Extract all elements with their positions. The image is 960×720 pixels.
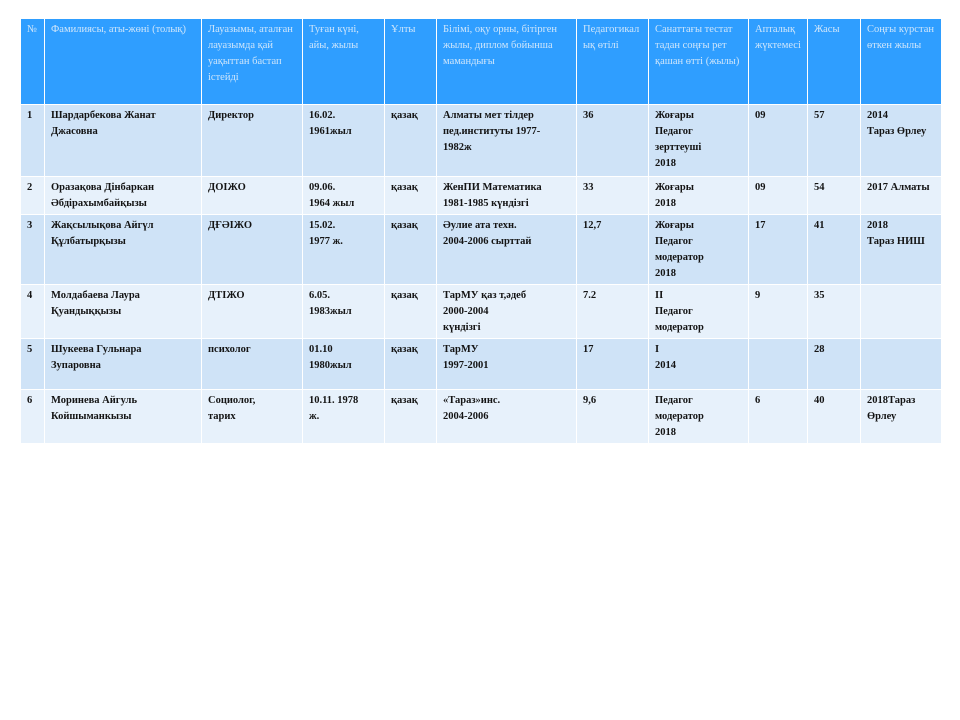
cell-position: психолог bbox=[202, 339, 303, 390]
cell-nationality: қазақ bbox=[385, 285, 437, 339]
cell-load: 09 bbox=[749, 177, 808, 215]
cell-course: 2017 Алматы bbox=[861, 177, 942, 215]
header-row bbox=[21, 19, 942, 105]
cell-name: Молдабаева Лаура Қуандыққызы bbox=[45, 285, 202, 339]
cell-experience: 36 bbox=[577, 105, 649, 177]
cell-birth: 6.05. 1983жыл bbox=[303, 285, 385, 339]
cell-name: Шардарбекова Жанат Джасовна bbox=[45, 105, 202, 177]
cell-birth: 16.02. 1961жыл bbox=[303, 105, 385, 177]
cell-name: Шукеева Гульнара Зупаровна bbox=[45, 339, 202, 390]
staff-table bbox=[20, 18, 942, 444]
header-cell-load: Апталық жүктемесі bbox=[749, 19, 808, 105]
cell-course: 2014 Тараз Өрлеу bbox=[861, 105, 942, 177]
cell-category: Педагог модератор 2018 bbox=[649, 390, 749, 444]
cell-no: 4 bbox=[21, 285, 45, 339]
cell-birth: 09.06. 1964 жыл bbox=[303, 177, 385, 215]
cell-education: ТарМУ қаз т,әдеб 2000-2004 күндізгі bbox=[437, 285, 577, 339]
cell-education: ЖенПИ Математика 1981-1985 күндізгі bbox=[437, 177, 577, 215]
cell-nationality: қазақ bbox=[385, 177, 437, 215]
cell-nationality: қазақ bbox=[385, 390, 437, 444]
cell-category: Жоғары Педагог модератор 2018 bbox=[649, 215, 749, 285]
cell-education: ТарМУ 1997-2001 bbox=[437, 339, 577, 390]
cell-category: Жоғары 2018 bbox=[649, 177, 749, 215]
cell-course bbox=[861, 285, 942, 339]
cell-load: 9 bbox=[749, 285, 808, 339]
cell-no: 6 bbox=[21, 390, 45, 444]
cell-birth: 10.11. 1978 ж. bbox=[303, 390, 385, 444]
cell-no: 1 bbox=[21, 105, 45, 177]
cell-experience: 12,7 bbox=[577, 215, 649, 285]
cell-education: «Тараз»инс. 2004-2006 bbox=[437, 390, 577, 444]
cell-no: 2 bbox=[21, 177, 45, 215]
header-cell-education: Білімі, оқу орны, бітірген жылы, диплом бойынша мамандығы bbox=[437, 19, 577, 105]
cell-education: Әулие ата техн. 2004-2006 сырттай bbox=[437, 215, 577, 285]
cell-load bbox=[749, 339, 808, 390]
cell-name: Моринева Айгуль Койшыманкызы bbox=[45, 390, 202, 444]
cell-age: 40 bbox=[808, 390, 861, 444]
cell-category: ІІ Педагог модератор bbox=[649, 285, 749, 339]
cell-name: Жақсылықова Айгүл Құлбатырқызы bbox=[45, 215, 202, 285]
cell-no: 3 bbox=[21, 215, 45, 285]
header-cell-category: Санаттағы тестат тадан соңғы рет қашан өтті (жылы) bbox=[649, 19, 749, 105]
table-body bbox=[21, 105, 942, 444]
header-cell-name: Фамилиясы, аты-жөні (толық) bbox=[45, 19, 202, 105]
cell-position: ДТІЖО bbox=[202, 285, 303, 339]
cell-experience: 7.2 bbox=[577, 285, 649, 339]
cell-age: 35 bbox=[808, 285, 861, 339]
header-cell-course: Соңғы курстан өткен жылы bbox=[861, 19, 942, 105]
header-cell-no: № bbox=[21, 19, 45, 105]
cell-category: І 2014 bbox=[649, 339, 749, 390]
table-row bbox=[21, 177, 942, 215]
cell-course: 2018 Тараз НИШ bbox=[861, 215, 942, 285]
table-row bbox=[21, 285, 942, 339]
header-cell-experience: Педагогикалық өтілі bbox=[577, 19, 649, 105]
cell-nationality: қазақ bbox=[385, 105, 437, 177]
cell-nationality: қазақ bbox=[385, 215, 437, 285]
table-row bbox=[21, 390, 942, 444]
table-row bbox=[21, 105, 942, 177]
cell-nationality: қазақ bbox=[385, 339, 437, 390]
cell-course: 2018Тараз Өрлеу bbox=[861, 390, 942, 444]
cell-load: 17 bbox=[749, 215, 808, 285]
cell-education: Алматы мет тілдер пед.институты 1977- 1982ж bbox=[437, 105, 577, 177]
cell-age: 41 bbox=[808, 215, 861, 285]
cell-name: Оразақова Дінбаркан Әбдірахымбайқызы bbox=[45, 177, 202, 215]
cell-load: 09 bbox=[749, 105, 808, 177]
header-cell-position: Лауазымы, аталған лауазымда қай уақыттан бастап істейді bbox=[202, 19, 303, 105]
cell-position: Социолог, тарих bbox=[202, 390, 303, 444]
cell-no: 5 bbox=[21, 339, 45, 390]
cell-age: 28 bbox=[808, 339, 861, 390]
table-row bbox=[21, 339, 942, 390]
cell-experience: 17 bbox=[577, 339, 649, 390]
cell-position: Директор bbox=[202, 105, 303, 177]
cell-birth: 01.10 1980жыл bbox=[303, 339, 385, 390]
cell-experience: 33 bbox=[577, 177, 649, 215]
cell-load: 6 bbox=[749, 390, 808, 444]
cell-category: Жоғары Педагог зерттеуші 2018 bbox=[649, 105, 749, 177]
cell-course bbox=[861, 339, 942, 390]
header-cell-birth: Туған күні, айы, жылы bbox=[303, 19, 385, 105]
cell-experience: 9,6 bbox=[577, 390, 649, 444]
table-header bbox=[21, 19, 942, 105]
header-cell-nationality: Ұлты bbox=[385, 19, 437, 105]
cell-age: 54 bbox=[808, 177, 861, 215]
cell-age: 57 bbox=[808, 105, 861, 177]
cell-position: ДҒӘІЖО bbox=[202, 215, 303, 285]
header-cell-age: Жасы bbox=[808, 19, 861, 105]
cell-position: ДОІЖО bbox=[202, 177, 303, 215]
cell-birth: 15.02. 1977 ж. bbox=[303, 215, 385, 285]
table-row bbox=[21, 215, 942, 285]
